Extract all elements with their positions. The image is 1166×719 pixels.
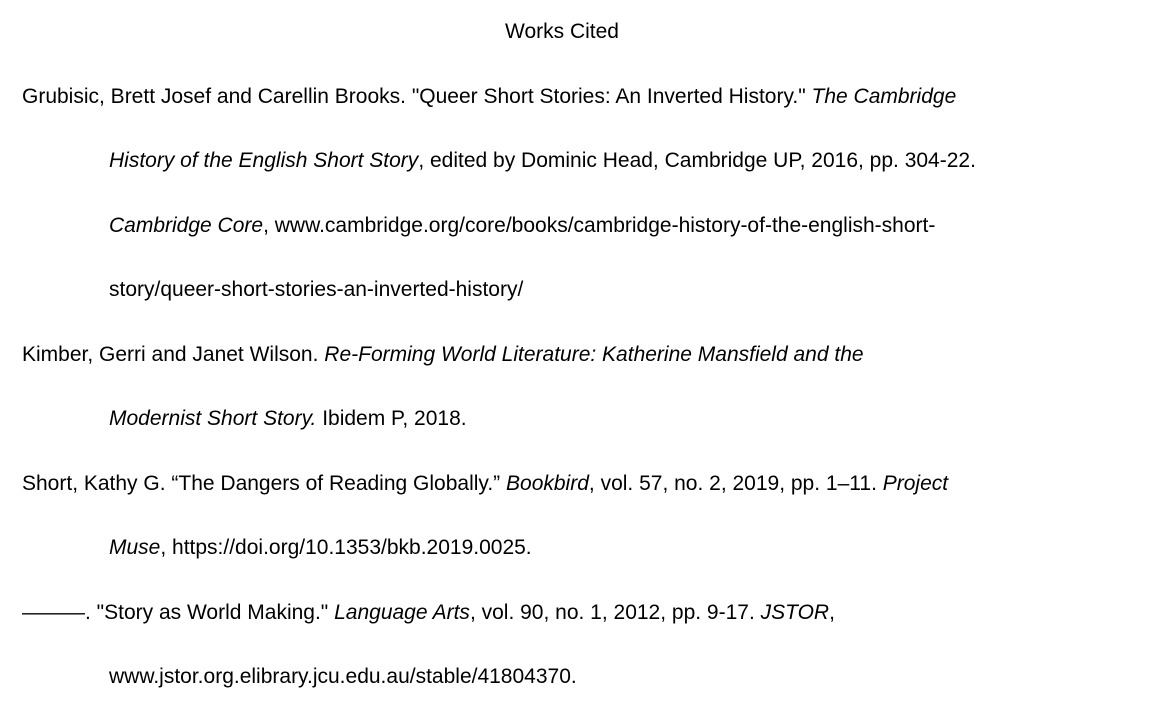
- citation-list: [22, 65, 1102, 710]
- citation-text-italic: Modernist Short Story.: [109, 407, 317, 430]
- citation-text: ,: [829, 600, 835, 624]
- citation-line-indented: [22, 516, 1102, 581]
- citation-text-italic: Bookbird: [506, 471, 589, 495]
- page-title: Works Cited: [505, 20, 619, 43]
- citation-text: Kimber, Gerri and Janet Wilson.: [22, 342, 325, 366]
- citation-text: ———. "Story as World Making.": [22, 600, 335, 624]
- citation-text: , www.cambridge.org/core/books/cambridge-history-of-the-english-short-: [263, 213, 936, 237]
- citation-text-italic: Language Arts: [334, 600, 470, 624]
- citation-text: , vol. 57, no. 2, 2019, pp. 1–11.: [588, 471, 883, 495]
- citation-line-indented: [22, 258, 1102, 323]
- citation-text-italic: Project: [882, 471, 949, 495]
- citation-text: , https://doi.org/10.1353/bkb.2019.0025.: [160, 536, 532, 559]
- citation-text: www.jstor.org.elibrary.jcu.edu.au/stable/41804370.: [109, 665, 577, 688]
- citation-line: [22, 452, 1102, 517]
- citation-text: Short, Kathy G. “The Dangers of Reading Globally.”: [22, 471, 507, 495]
- citation-line: [22, 65, 1102, 130]
- citation-text: story/queer-short-stories-an-inverted-history/: [109, 278, 524, 301]
- citation-entry: [22, 581, 1102, 710]
- citation-text: Ibidem P, 2018.: [316, 407, 467, 430]
- citation-text-italic: Re-Forming World Literature: Katherine Mansfield and the: [324, 342, 864, 366]
- citation-text-italic: Cambridge Core: [109, 213, 264, 237]
- citation-text-italic: The Cambridge: [811, 84, 957, 108]
- citation-line-indented: [22, 129, 1102, 194]
- citation-entry: [22, 65, 1102, 323]
- citation-text: , edited by Dominic Head, Cambridge UP, 2016, pp. 304-22.: [418, 149, 976, 172]
- citation-text: , vol. 90, no. 1, 2012, pp. 9-17.: [469, 600, 761, 624]
- citation-text-italic: Muse: [109, 536, 161, 559]
- citation-line-indented: [22, 194, 1102, 259]
- citation-entry: [22, 323, 1102, 452]
- citation-line: [22, 323, 1102, 388]
- citation-text-italic: JSTOR: [760, 600, 830, 624]
- citation-line-indented: [22, 645, 1102, 710]
- citation-text-italic: History of the English Short Story: [109, 149, 419, 172]
- citation-text: Grubisic, Brett Josef and Carellin Brooks. "Queer Short Stories: An Inverted History.": [22, 84, 812, 108]
- citation-line: [22, 581, 1102, 646]
- citation-entry: [22, 452, 1102, 581]
- citation-line-indented: [22, 387, 1102, 452]
